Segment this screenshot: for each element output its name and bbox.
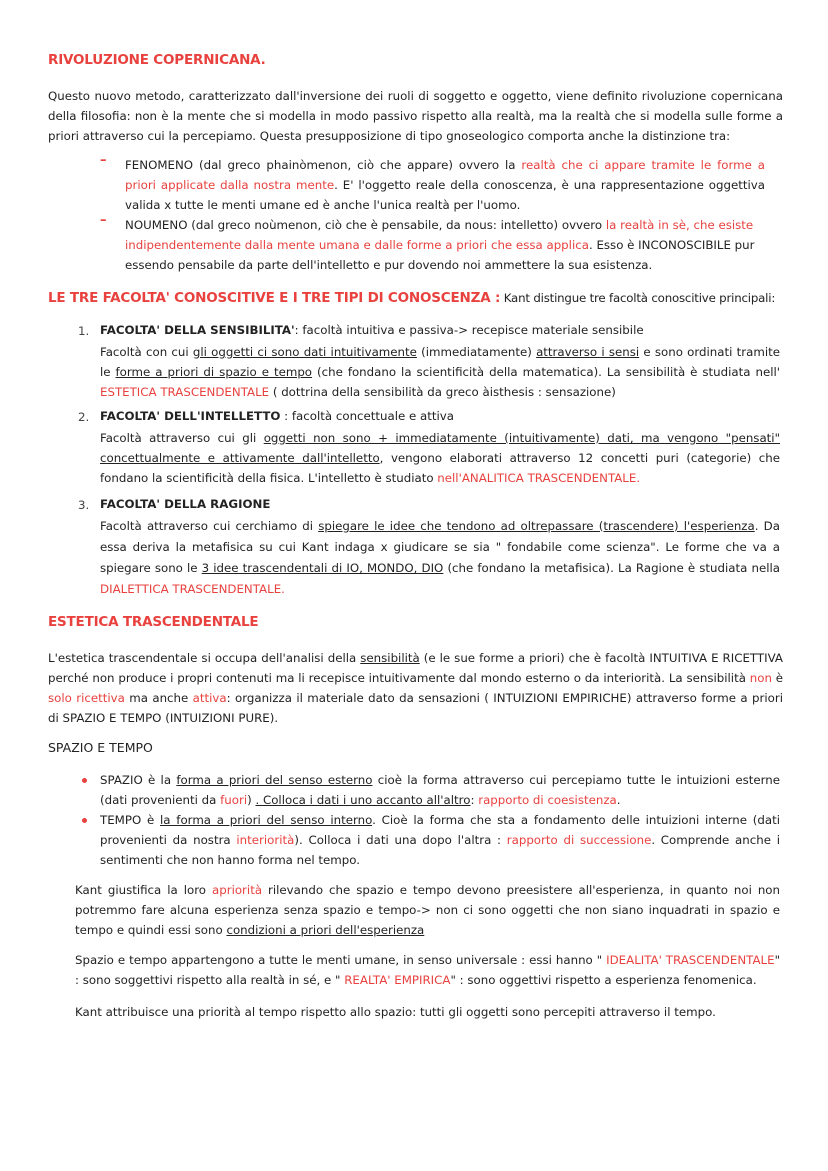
text-segment: (che fondano la scientificità della matematica). La sensibilità è studiata nell' xyxy=(312,365,780,379)
text-segment: SPAZIO è la xyxy=(100,773,177,787)
text-segment: ). Colloca i dati una dopo l'altra : xyxy=(294,833,507,847)
text-segment: ) xyxy=(247,793,256,807)
heading-rivoluzione-copernicana: RIVOLUZIONE COPERNICANA. xyxy=(48,52,266,68)
facolta-intelletto-subtitle: : facoltà concettuale e attiva xyxy=(280,409,455,423)
fenomeno-highlight: realtà che ci appare tramite le forme a priori applicate dalla nostra mente xyxy=(125,158,765,192)
red-segment: apriorità xyxy=(212,883,263,897)
text-segment: e sono ordinati tramite le xyxy=(100,345,781,379)
text-segment: L'estetica trascendentale si occupa dell'analisi della xyxy=(48,651,361,665)
red-segment: REALTA' EMPIRICA xyxy=(344,973,451,987)
text-segment: Facoltà attraverso cui cerchiamo di xyxy=(100,519,319,533)
text-segment: . Cioè la forma che sta a fondamento delle intuizioni interne (dati provenienti da nostra xyxy=(100,813,780,847)
text-segment: rilevando che spazio e tempo devono preesistere all'esperienza, in quanto noi non potremmo fare alcuna esperienza senza spazio e tempo-> non ci sono oggetti che non siano inquadrati in spazio e tempo e quindi essi sono xyxy=(75,883,781,937)
text-segment: TEMPO è xyxy=(100,813,161,827)
facolta-ragione-body xyxy=(100,516,780,600)
red-segment: solo ricettiva xyxy=(48,691,125,705)
facolta-intelletto-head xyxy=(100,406,780,426)
red-segment: non xyxy=(749,671,772,685)
facolta-sensibilita-head xyxy=(100,320,780,340)
underlined-segment: spiegare le idee che tendono ad oltrepassare (trascendere) l'esperienza xyxy=(318,519,755,533)
underlined-segment: gli oggetti ci sono dati intuitivamente xyxy=(192,345,417,359)
text-segment: (immediatamente) xyxy=(416,345,537,359)
red-segment: ESTETICA TRASCENDENTALE xyxy=(100,385,270,399)
red-segment: DIALETTICA TRASCENDENTALE. xyxy=(100,582,285,596)
red-segment: fuori xyxy=(220,793,248,807)
fenomeno-text: FENOMENO (dal greco phainòmenon, ciò che appare) ovvero la xyxy=(125,158,522,172)
facolta-sensibilita-title: FACOLTA' DELLA SENSIBILITA' xyxy=(100,323,295,337)
text-segment: Kant giustifica la loro xyxy=(75,883,212,897)
idealita-paragraph xyxy=(75,950,780,990)
tempo-item xyxy=(100,810,780,870)
facolta-sensibilita-subtitle: : facoltà intuitiva e passiva-> recepisce materiale sensibile xyxy=(294,323,644,337)
priorita-tempo-paragraph: Kant attribuisce una priorità al tempo rispetto allo spazio: tutti gli oggetti sono percepiti attraverso il tempo. xyxy=(75,1005,716,1019)
text-segment: (che fondano la metafisica). La Ragione è studiata nella xyxy=(443,561,780,575)
red-segment: rapporto di coesistenza xyxy=(478,793,617,807)
heading-tre-facolta xyxy=(48,290,788,306)
text-segment: : xyxy=(470,793,479,807)
facolta-ragione-head xyxy=(100,494,780,514)
dash-bullet-icon: – xyxy=(100,153,107,168)
underlined-segment: la forma a priori del senso interno xyxy=(160,813,373,827)
noumeno-highlight: la realtà in sè, che esiste indipendentemente dalla mente umana e dalle forme a priori che essa applica xyxy=(125,218,754,252)
subheading-spazio-tempo: SPAZIO E TEMPO xyxy=(48,740,153,755)
intro-paragraph: Questo nuovo metodo, caratterizzato dall'inversione dei ruoli di soggetto e oggetto, viene definito rivoluzione copernicana della filosofia: non è la mente che si modella in modo passivo rispetto alla realtà, ma la realtà che si modella sulle forme a priori attraverso cui la percepiamo. Questa presupposizione di tipo gnoseologico comporta anche la distinzione tra: xyxy=(48,89,783,143)
bullet-dot-icon xyxy=(82,818,87,823)
red-segment: interiorità xyxy=(236,833,295,847)
dash-bullet-icon: – xyxy=(100,213,107,228)
text-segment: cioè la forma attraverso cui percepiamo tutte le intuizioni esterne (dati provenienti da xyxy=(100,773,781,807)
heading-estetica-trascendentale: ESTETICA TRASCENDENTALE xyxy=(48,614,259,630)
estetica-paragraph xyxy=(48,648,783,728)
list-number: 2. xyxy=(78,410,90,424)
list-number: 3. xyxy=(78,498,90,512)
facolta-ragione-title: FACOLTA' DELLA RAGIONE xyxy=(100,497,271,511)
text-segment: Spazio e tempo appartengono a tutte le menti umane, in senso universale : essi hanno " xyxy=(75,953,607,967)
text-segment: è xyxy=(771,671,783,685)
text-segment: ( dottrina della sensibilità da greco àisthesis : sensazione) xyxy=(269,385,616,399)
text-segment: , vengono elaborati attraverso 12 concetti puri (categorie) che fondano la scientificità della fisica. L'intelletto è studiato xyxy=(100,451,780,485)
text-segment: (e le sue forme a priori) che è facoltà INTUITIVA E RICETTIVA perché non produce i propri contenuti ma li recepisce intuitivamente dal mondo esterno o da interiorità. La sensibilità xyxy=(48,651,783,685)
noumeno-text: NOUMENO (dal greco noùmenon, ciò che è pensabile, da nous: intelletto) ovvero xyxy=(125,218,606,232)
underlined-segment: attraverso i sensi xyxy=(536,345,640,359)
text-segment: " : sono oggettivi rispetto a esperienza fenomenica. xyxy=(450,973,757,987)
text-segment: . Comprende anche i sentimenti che non hanno forma nel tempo. xyxy=(100,833,780,867)
underlined-segment: forme a priori di spazio e tempo xyxy=(115,365,313,379)
noumeno-text-end: . Esso è INCONOSCIBILE pur essendo pensabile da parte dell'intelletto e pur dovendo noi ammettere la sua esistenza. xyxy=(125,238,755,272)
red-segment: IDEALITA' TRASCENDENTALE xyxy=(606,953,775,967)
facolta-intelletto-body xyxy=(100,428,780,488)
heading-tre-facolta-tail: Kant distingue tre facoltà conoscitive principali: xyxy=(500,291,776,305)
list-number: 1. xyxy=(78,324,90,338)
underlined-segment: . Colloca i dati i uno accanto all'altro xyxy=(255,793,471,807)
text-segment: : organizza il materiale dato da sensazioni ( INTUIZIONI EMPIRICHE) attraverso forme a priori di SPAZIO E TEMPO (INTUIZIONI PURE). xyxy=(48,691,783,725)
red-segment: rapporto di successione xyxy=(506,833,652,847)
red-segment: attiva xyxy=(192,691,227,705)
facolta-sensibilita-body xyxy=(100,342,780,402)
underlined-segment: oggetti non sono + immediatamente (intuitivamente) dati, ma vengono "pensati" concettualmente e attivamente dall'intelletto xyxy=(100,431,781,465)
text-segment: . xyxy=(616,793,621,807)
text-segment: . Da essa deriva la metafisica su cui Kant indaga x giudicare se sia " fondabile come scienza". Le forme che va a spiegare sono le xyxy=(100,519,780,575)
apriorita-paragraph xyxy=(75,880,780,940)
spazio-item xyxy=(100,770,780,810)
underlined-segment: condizioni a priori dell'esperienza xyxy=(226,923,425,937)
text-segment: Facoltà con cui xyxy=(100,345,193,359)
text-segment: ma anche xyxy=(124,691,193,705)
underlined-segment: sensibilità xyxy=(360,651,420,665)
text-segment: Facoltà attraverso cui gli xyxy=(100,431,264,445)
fenomeno-item xyxy=(125,155,765,215)
bullet-dot-icon xyxy=(82,778,87,783)
facolta-intelletto-title: FACOLTA' DELL'INTELLETTO xyxy=(100,409,281,423)
underlined-segment: 3 idee trascendentali di IO, MONDO, DIO xyxy=(201,561,444,575)
red-segment: nell'ANALITICA TRASCENDENTALE. xyxy=(437,471,641,485)
noumeno-item xyxy=(125,215,765,275)
underlined-segment: forma a priori del senso esterno xyxy=(176,773,373,787)
text-segment: " : sono soggettivi rispetto alla realtà in sé, e " xyxy=(75,953,780,987)
heading-tre-facolta-title: LE TRE FACOLTA' CONOSCITIVE E I TRE TIPI DI CONOSCENZA : xyxy=(48,290,501,306)
fenomeno-text-end: . E' l'oggetto reale della conoscenza, è una rappresentazione oggettiva valida x tutte le menti umane ed è anche l'unica realtà per l'uomo. xyxy=(125,178,765,212)
